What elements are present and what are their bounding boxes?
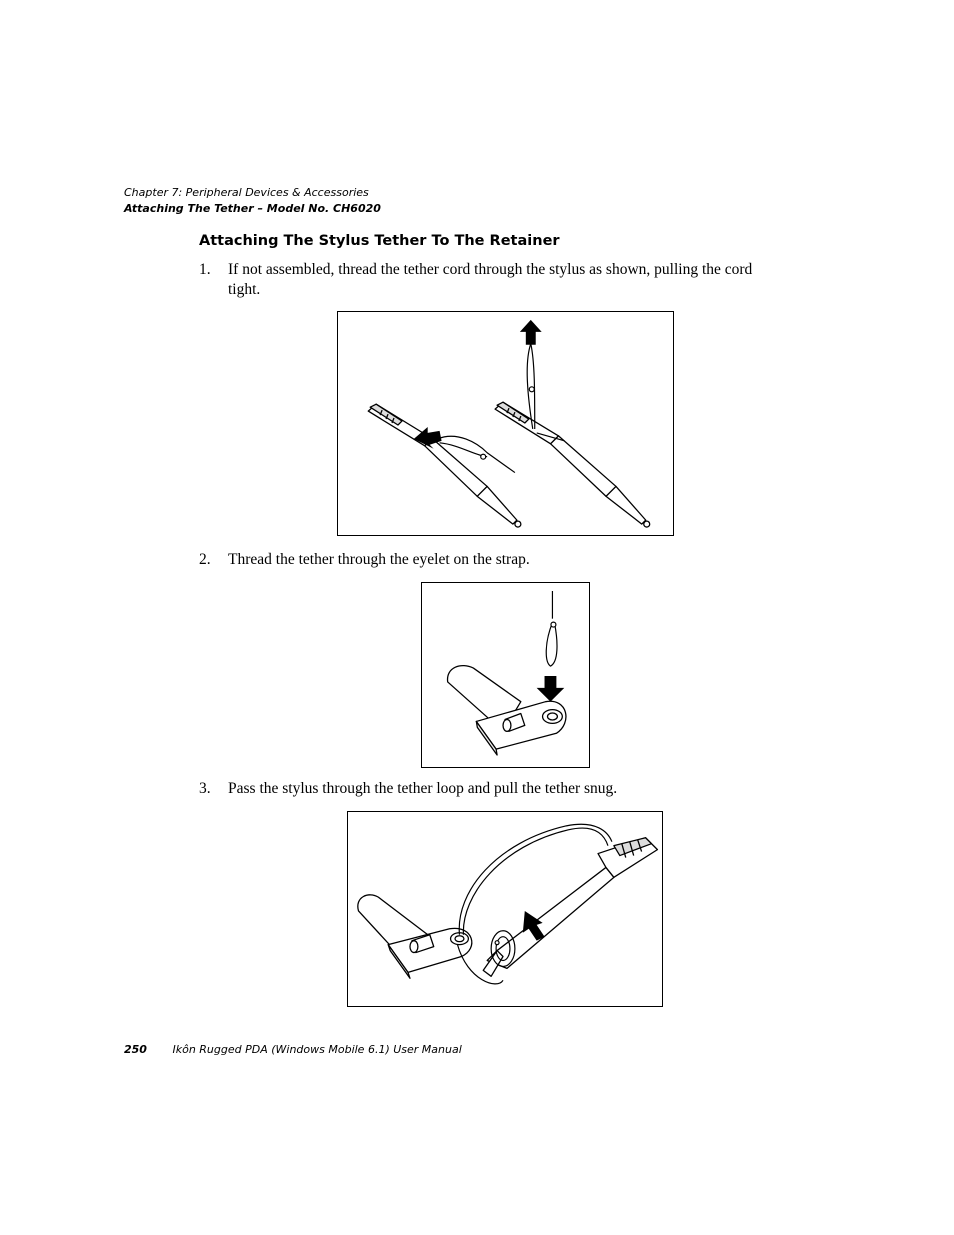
step-1 bbox=[199, 260, 764, 300]
manual-title: Ikôn Rugged PDA (Windows Mobile 6.1) User Manual bbox=[172, 1043, 462, 1056]
running-head bbox=[124, 185, 381, 217]
strap-eyelet-illustration bbox=[422, 583, 589, 767]
page-number: 250 bbox=[124, 1043, 147, 1056]
stylus-threading-illustration bbox=[338, 312, 673, 535]
step-3 bbox=[199, 779, 764, 799]
section-label: Attaching The Tether – Model No. CH6020 bbox=[124, 202, 381, 215]
stylus-loop-illustration bbox=[348, 812, 662, 1006]
stylus-left bbox=[368, 404, 521, 527]
arrow-down bbox=[537, 676, 565, 702]
stylus-right bbox=[495, 402, 650, 527]
step-text: If not assembled, thread the tether cord through the stylus as shown, pulling the cord tight. bbox=[228, 261, 753, 298]
step-text: Pass the stylus through the tether loop and pull the tether snug. bbox=[228, 780, 618, 797]
page-footer bbox=[124, 1043, 462, 1056]
chapter-label: Chapter 7: Peripheral Devices & Accessories bbox=[124, 186, 369, 199]
arrow-up bbox=[520, 320, 542, 345]
figure-strap-eyelet bbox=[421, 582, 590, 768]
step-2 bbox=[199, 550, 764, 570]
section-title: Attaching The Stylus Tether To The Retainer bbox=[199, 233, 560, 249]
figure-stylus-threading bbox=[337, 311, 674, 536]
step-number: 1. bbox=[199, 261, 211, 278]
figure-stylus-loop bbox=[347, 811, 663, 1007]
step-number: 2. bbox=[199, 551, 211, 568]
step-number: 3. bbox=[199, 780, 211, 797]
step-text: Thread the tether through the eyelet on the strap. bbox=[228, 551, 530, 568]
